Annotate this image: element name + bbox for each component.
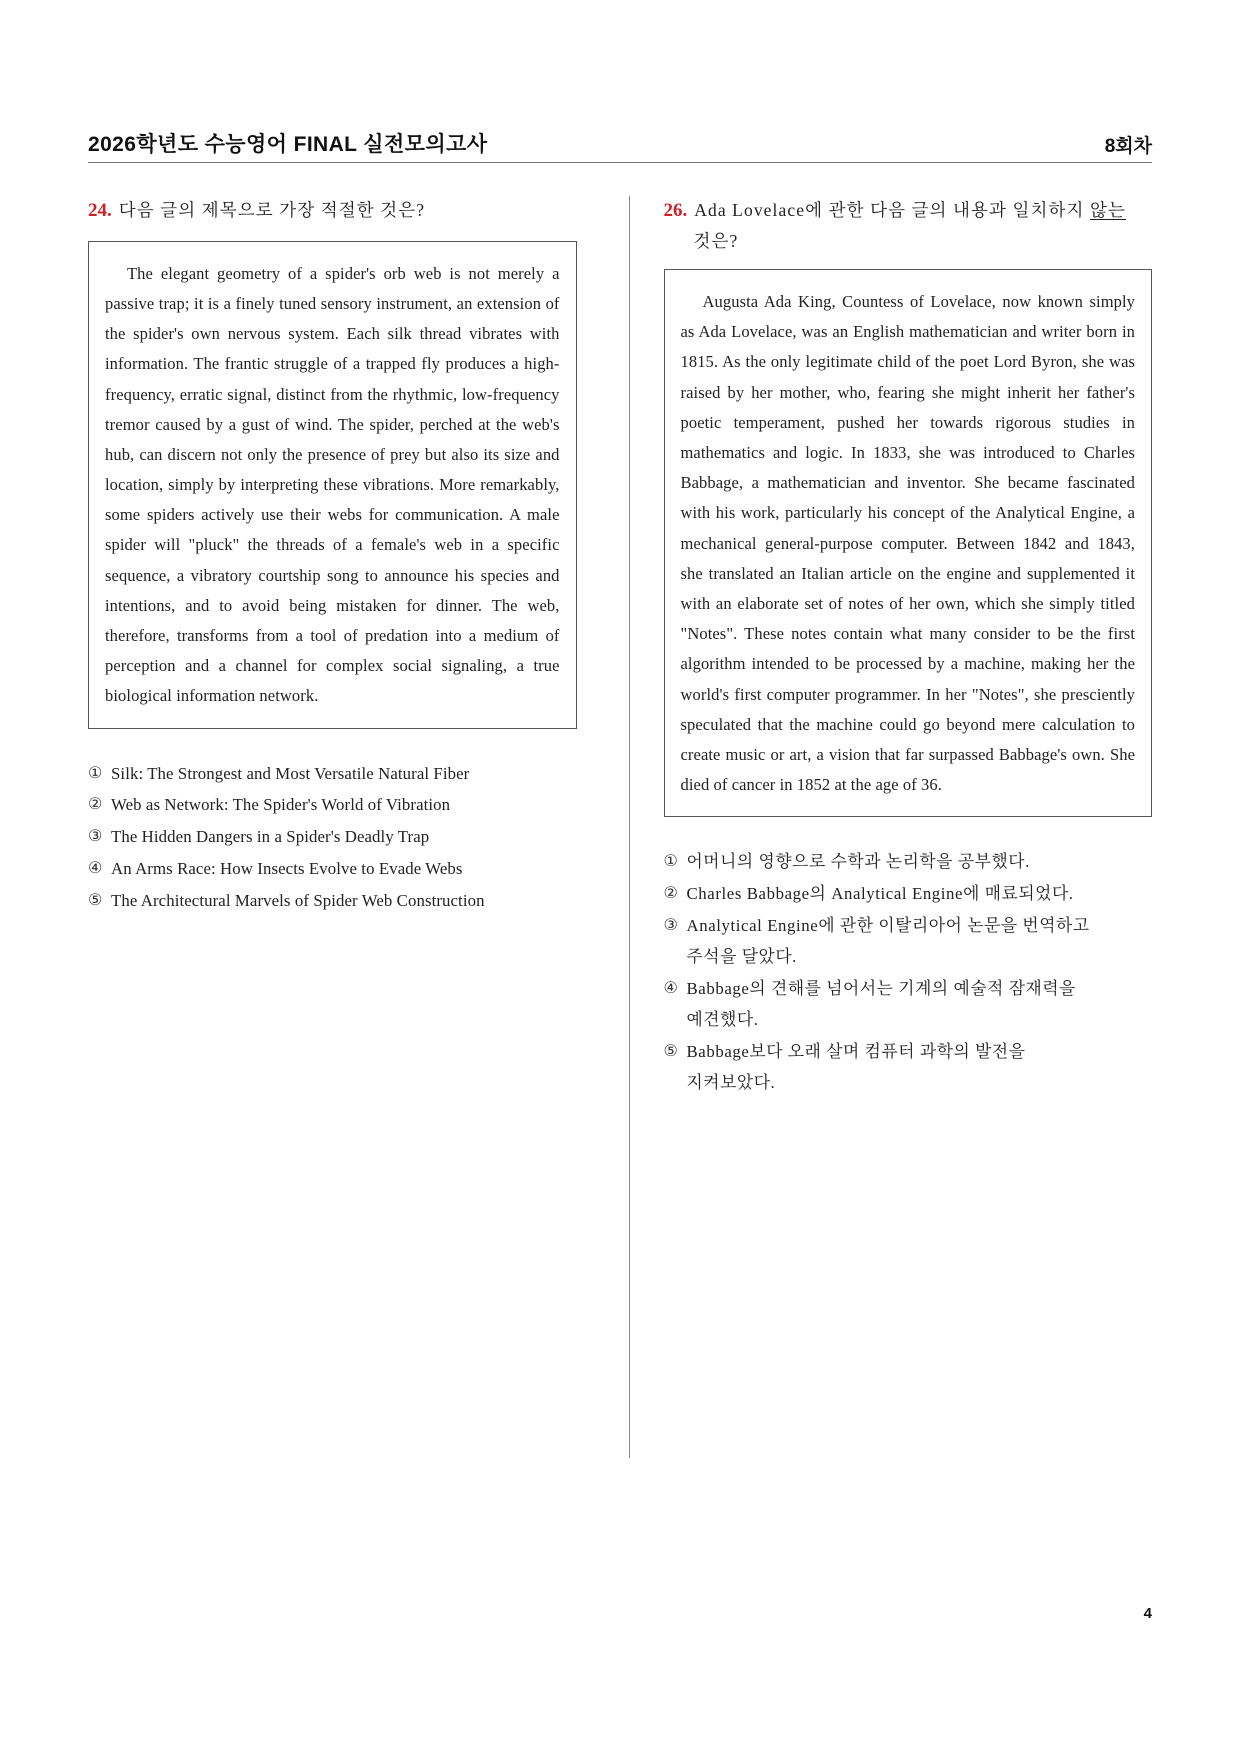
question-26-prompt-negation: 않는 — [1090, 200, 1127, 220]
choice-option[interactable] — [88, 854, 577, 885]
choice-label-line2: 지켜보았다. — [686, 1072, 776, 1092]
choice-label — [687, 1037, 1153, 1099]
choice-marker: ④ — [88, 860, 103, 878]
content-columns — [88, 196, 1152, 1576]
page-number: 4 — [1143, 1605, 1152, 1622]
choice-label: Web as Network: The Spider's World of Vibration — [111, 795, 451, 815]
choice-label — [687, 847, 1153, 878]
question-26-prompt-part2: 것은? — [693, 230, 739, 251]
choice-marker: ③ — [663, 917, 678, 935]
question-26-choices — [664, 847, 1153, 1098]
choice-option[interactable] — [88, 790, 577, 821]
choice-label-line1: Analytical Engine에 관한 이탈리아어 논문을 번역하고 — [686, 916, 1090, 936]
choice-label — [687, 879, 1153, 910]
choice-label-line1: Babbage의 견해를 넘어서는 기계의 예술적 잠재력을 — [686, 978, 1076, 998]
choice-option[interactable] — [88, 822, 577, 853]
choice-marker: ④ — [663, 979, 678, 997]
choice-marker: ② — [88, 796, 103, 814]
question-24-choices — [88, 759, 577, 918]
choice-option[interactable] — [664, 911, 1153, 973]
choice-option[interactable] — [664, 974, 1153, 1036]
exam-title: 2026학년도 수능영어 FINAL 실전모의고사 — [88, 133, 488, 156]
question-24-prompt: 다음 글의 제목으로 가장 적절한 것은? — [118, 200, 426, 220]
question-26-number: 26. — [663, 200, 688, 221]
column-left — [88, 196, 595, 1576]
choice-marker: ③ — [88, 828, 103, 846]
choice-marker: ① — [663, 853, 678, 871]
choice-label — [687, 911, 1153, 973]
choice-marker: ⑤ — [663, 1042, 678, 1060]
choice-label-line2: 예견했다. — [686, 1009, 759, 1029]
page-header — [88, 128, 1152, 158]
choice-label-line1: 어머니의 영향으로 수학과 논리학을 공부했다. — [686, 852, 1030, 872]
question-24-heading — [88, 196, 577, 227]
choice-option[interactable] — [664, 847, 1153, 878]
choice-marker: ⑤ — [88, 892, 103, 910]
question-26-prompt-part1: Ada Lovelace에 관한 다음 글의 내용과 일치하지 — [694, 200, 1091, 220]
choice-label: Silk: The Strongest and Most Versatile Natural Fiber — [111, 763, 470, 783]
choice-label-line2: 주석을 달았다. — [686, 947, 797, 967]
column-right — [664, 196, 1153, 1576]
choice-option[interactable] — [664, 879, 1153, 910]
page-footer — [88, 1605, 1152, 1623]
choice-label-line1: Charles Babbage의 Analytical Engine에 매료되었다. — [686, 884, 1074, 904]
question-26-passage-text: Augusta Ada King, Countess of Lovelace, now known simply as Ada Lovelace, was an English mathematician and writer born in 1815. As the only legitimate child of the poet Lord Byron, she was raised by her mother, who, fearing she might inherit her father's poetic temperament, pushed her towards rigorous studies in mathematics and logic. In 1833, she was introduced to Charles Babbage, a mathematician and inventor. She became fascinated with his work, particularly his concept of the Analytical Engine, a mechanical general-purpose computer. Between 1842 and 1843, she translated an Italian article on the engine and supplemented it with an elaborate set of notes of her own, which she simply titled "Notes". These notes contain what many consider to be the first algorithm intended to be processed by a machine, making her the world's first computer programmer. In her "Notes", she presciently speculated that the machine could go beyond mere calculation to create music or art, a vision that far surpassed Babbage's own. She died of cancer in 1852 at the age of 36. — [680, 292, 1136, 795]
choice-label: An Arms Race: How Insects Evolve to Evade Webs — [111, 859, 463, 879]
choice-label — [687, 974, 1153, 1036]
exam-round-badge: 8회차 — [1104, 136, 1152, 157]
choice-marker: ① — [88, 764, 103, 782]
choice-option[interactable] — [664, 1037, 1153, 1099]
choice-label: The Architectural Marvels of Spider Web Construction — [111, 891, 485, 911]
choice-marker: ② — [663, 885, 678, 903]
column-divider — [629, 196, 630, 1458]
choice-option[interactable] — [88, 759, 577, 790]
choice-option[interactable] — [88, 886, 577, 917]
choice-label: The Hidden Dangers in a Spider's Deadly Trap — [111, 827, 430, 847]
choice-label-line1: Babbage보다 오래 살며 컴퓨터 과학의 발전을 — [686, 1041, 1026, 1061]
question-24-number: 24. — [88, 200, 112, 221]
question-26-heading — [664, 196, 1153, 255]
question-26-passage-box — [664, 269, 1153, 817]
question-24-passage-box — [88, 241, 577, 729]
question-24-passage-text: The elegant geometry of a spider's orb web is not merely a passive trap; it is a finely tuned sensory instrument, an extension of the spider's own nervous system. Each silk thread vibrates with information. The frantic struggle of a trapped fly produces a high-frequency, erratic signal, distinct from the rhythmic, low-frequency tremor caused by a gust of wind. The spider, perched at the web's hub, can discern not only the presence of prey but also its size and location, simply by interpreting these vibrations. More remarkably, some spiders actively use their webs for communication. A male spider will "pluck" the threads of a female's web in a specific sequence, a vibratory courtship song to announce his species and intentions, and to avoid being mistaken for dinner. The web, therefore, transforms from a tool of predation into a medium of perception and a channel for complex social signaling, a true biological information network. — [105, 263, 560, 706]
header-divider — [88, 162, 1152, 163]
